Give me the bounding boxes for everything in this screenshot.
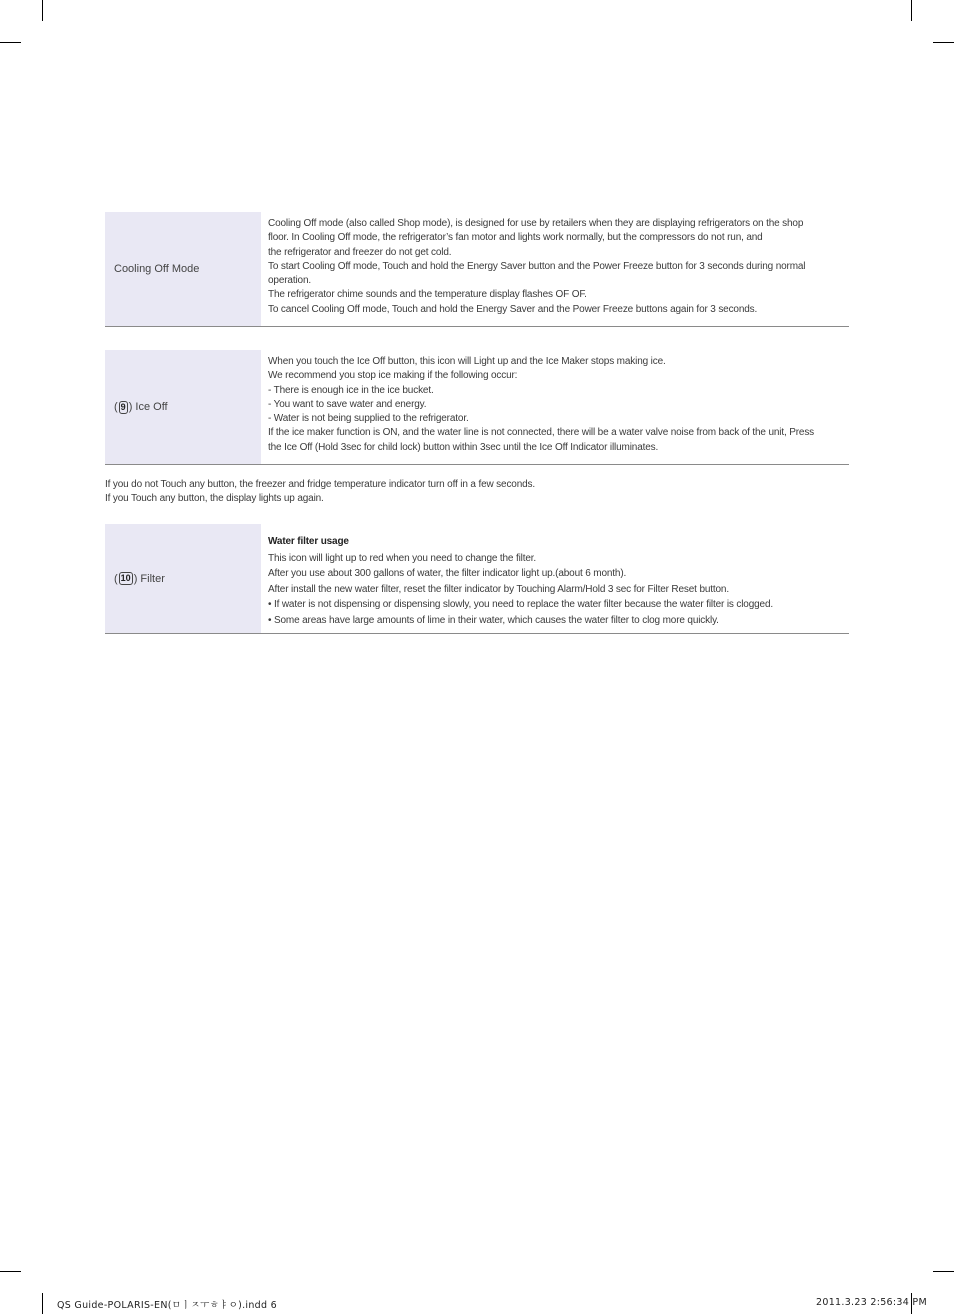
description-line: the Ice Off (Hold 3sec for child lock) button within 3sec until the Ice Off Indicator illuminates. [268,441,659,453]
crop-mark [0,1271,21,1272]
footer-timestamp: 2011.3.23 2:56:34 PM [816,1297,927,1308]
description-line: If the ice maker function is ON, and the water line is not connected, there will be a water valve noise from back of the unit, Press [268,427,815,439]
crop-mark [42,1293,43,1314]
display-note [105,478,535,506]
cooling-off-label: Cooling Off Mode [105,212,261,326]
description-line: To cancel Cooling Off mode, Touch and hold the Energy Saver and the Power Freeze buttons again for 3 seconds. [268,303,758,315]
description-line: This icon will light up to red when you need to change the filter. [268,552,537,564]
description-line: To start Cooling Off mode, Touch and hold the Energy Saver button and the Power Freeze button for 3 seconds during normal [268,260,806,272]
crop-mark [0,42,21,43]
description-line: We recommend you stop ice making if the following occur: [268,370,518,382]
description-line: the refrigerator and freezer do not get cold. [268,246,452,258]
description-line: Cooling Off mode (also called Shop mode), is designed for use by retailers when they are displaying refrigerators on the shop [268,218,804,229]
filter-heading: Water filter usage [268,536,349,547]
description-line: - There is enough ice in the ice bucket. [268,384,434,396]
cooling-off-table [105,212,849,327]
description-line: After install the new water filter, reset the filter indicator by Touching Alarm/Hold 3 sec for Filter Reset button. [268,583,729,595]
number-9-icon: 9 [120,401,126,412]
note-line: If you Touch any button, the display lights up again. [105,493,324,504]
description-line: After you use about 300 gallons of water, the filter indicator light up.(about 6 month). [268,568,627,580]
footer-filename: QS Guide-POLARIS-EN(ㅁㅣㅈㅜㅎㅑㅇ).indd 6 [57,1300,277,1311]
filter-table [105,524,849,634]
ice-off-table [105,350,849,465]
filter-description [261,524,849,633]
crop-mark [42,0,43,21]
ice-off-label: ( 9 ) Ice Off [105,350,261,464]
crop-mark [933,42,954,43]
crop-mark [933,1271,954,1272]
crop-mark [911,0,912,21]
number-10-icon: 10 [120,573,131,583]
description-line: When you touch the Ice Off button, this icon will Light up and the Ice Maker stops making ice. [268,356,666,367]
description-line: The refrigerator chime sounds and the temperature display flashes OF OF. [268,289,587,301]
note-line: If you do not Touch any button, the freezer and fridge temperature indicator turn off in a few seconds. [105,479,536,490]
description-line: • If water is not dispensing or dispensing slowly, you need to replace the water filter because the water filter is clogged. [268,599,773,611]
description-line: operation. [268,275,311,287]
cooling-off-description [261,212,849,326]
description-line: - Water is not being supplied to the refrigerator. [268,413,469,425]
ice-off-description [261,350,849,464]
description-line: - You want to save water and energy. [268,398,427,410]
description-line: • Some areas have large amounts of lime in their water, which causes the water filter to clog more quickly. [268,614,719,626]
description-line: floor. In Cooling Off mode, the refrigerator’s fan motor and lights work normally, but the compressors do not run, and [268,232,763,244]
filter-label: ( 10 ) Filter [105,524,261,633]
